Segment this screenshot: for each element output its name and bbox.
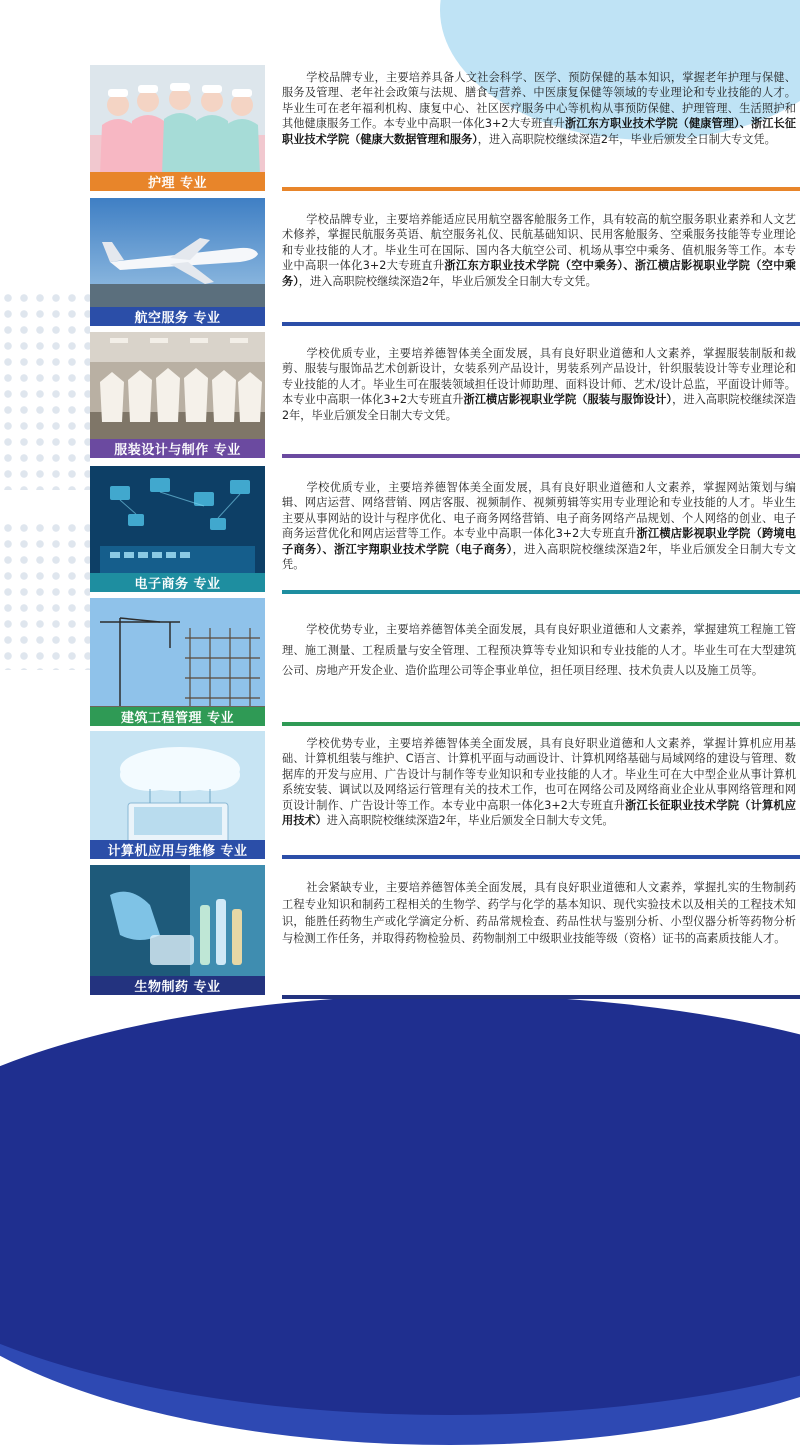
major-label: 建筑工程管理 专业 <box>90 707 265 726</box>
bottom-wave-decor <box>0 995 800 1415</box>
garment-studio-photo <box>90 332 265 458</box>
desc-text: 学校优质专业，主要培养德智体美全面发展，具有良好职业道德和人文素养，掌握服装制版和裁剪、服装与服饰品艺术创新设计，女装系列产品设计，男装系列产品设计，针织服装设计等专业理论和专业技能的人才。毕业生可在服装领域担任设计师助理、面料设计师、艺术/设计总监，平面设计师等。本专业中高职一体化3+2大专班直升 <box>282 347 796 407</box>
desc-text-end: ，进入高职院校继续深造2年，毕业后颁发全日制大专文凭。 <box>298 274 597 288</box>
desc-text-end: ，进入高职院校继续深造2年，毕业后颁发全日制大专文凭。 <box>477 132 776 146</box>
major-label: 护理 专业 <box>90 172 265 191</box>
desc-text: 社会紧缺专业，主要培养德智体美全面发展，具有良好职业道德和人文素养，掌握扎实的生物制药工程专业知识和制药工程相关的生物学、药学与化学的基本知识、现代实验技术以及相关的工程技术知识，能胜任药物生产或化学滴定分析、药品常规检查、药品性状与鉴别分析、小型仪器分析等药物分析与检测工作任务，并取得药物检验员、药物制剂工中级职业技能等级（资格）证书的高素质技能人才。 <box>282 881 796 945</box>
lab-pharma-photo <box>90 865 265 995</box>
desc-college-names: 浙江东方职业技术学院（空中乘务）、浙江横店影视职业学院（空中乘务） <box>282 259 796 288</box>
desc-college-names: 浙江长征职业技术学院（计算机应用技术） <box>282 798 796 828</box>
desc-college-names: 浙江横店影视职业学院（跨境电子商务）、浙江宇翔职业技术学院（电子商务） <box>282 527 796 556</box>
major-label: 服装设计与制作 专业 <box>90 439 265 458</box>
left-dot-pattern <box>0 520 90 670</box>
desc-text: 学校优势专业，主要培养德智体美全面发展，具有良好职业道德和人文素养，掌握建筑工程施工管理、施工测量、工程质量与安全管理、工程预决算等专业知识和专业技能的人才。毕业生可在大型建筑公司、房地产开发企业、造价监理公司等企事业单位，担任项目经理、技术负责人以及施工员等。 <box>282 623 796 677</box>
major-section-aviation <box>90 198 800 328</box>
desc-college-names: 浙江横店影视职业学院（服装与服饰设计） <box>463 393 673 407</box>
section-divider <box>282 454 800 458</box>
major-section-fashion <box>90 332 800 460</box>
left-dot-pattern <box>0 290 90 490</box>
major-section-computer <box>90 731 800 861</box>
major-section-construction <box>90 598 800 728</box>
desc-text: 学校品牌专业，主要培养具备人文社会科学、医学、预防保健的基本知识，掌握老年护理与保健、服务及管理、老年社会政策与法规、膳食与营养、中医康复保健等领域的专业理论和专业技能的人才。毕业生可在老年福利机构、康复中心、社区医疗服务中心等机构从事预防保健、护理管理、生活照护和其他健康服务工作。本专业中高职一体化3+2大专班直升 <box>282 71 796 131</box>
section-divider <box>282 722 800 726</box>
nurses-photo <box>90 65 265 191</box>
major-label: 航空服务 专业 <box>90 307 265 326</box>
computer-cloud-photo <box>90 731 265 859</box>
desc-text: 学校优势专业，主要培养德智体美全面发展，具有良好职业道德和人文素养，掌握计算机应用基础、计算机组装与维护、C语言、计算机平面与动画设计、计算机网络基础与局域网络的建设与管理、数据库的开发与应用、广告设计与制作等专业知识和专业技能的人才。毕业生可在大中型企业从事计算机系统安装、调试以及网络运行管理有关的技术工作，也可在网络公司及网络商业企业从事网络管理和网页设计制作、广告设计等工作。本专业中高职一体化3+2大专班直升 <box>282 737 796 812</box>
desc-college-names: 浙江东方职业技术学院（健康管理）、浙江长征职业技术学院（健康大数据管理和服务） <box>282 117 796 146</box>
major-description <box>282 480 796 572</box>
desc-text: 学校品牌专业，主要培养能适应民用航空器客舱服务工作，具有较高的航空服务职业素养和人文艺术修养，掌握民航服务英语、航空服务礼仪、民航基础知识、民用客舱服务、空乘服务技能等专业理论和专业技能的人才。毕业生可在国际、国内各大航空公司、机场从事空中乘务、值机服务等工作。本专业中高职一体化3+2大专班直升 <box>282 213 796 273</box>
major-section-ecommerce <box>90 466 800 594</box>
major-description <box>282 346 796 423</box>
desc-text-end: 进入高职院校继续深造2年，毕业后颁发全日制大专文凭。 <box>326 814 614 828</box>
section-divider <box>282 855 800 859</box>
major-description <box>282 620 796 682</box>
major-label: 生物制药 专业 <box>90 976 265 995</box>
major-description <box>282 70 796 147</box>
major-section-biopharma <box>90 865 800 1000</box>
desc-text-end: ，进入高职院校继续深造2年，毕业后颁发全日制大专文凭。 <box>282 542 796 572</box>
section-divider <box>282 322 800 326</box>
major-label: 电子商务 专业 <box>90 573 265 592</box>
desc-text-end: ，进入高职院校继续深造2年，毕业后颁发全日制大专文凭。 <box>282 393 796 422</box>
airplane-photo <box>90 198 265 326</box>
section-divider <box>282 590 800 594</box>
major-section-nursing <box>90 65 800 195</box>
desc-text: 学校优质专业，主要培养德智体美全面发展，具有良好职业道德和人文素养，掌握网站策划与编辑、网店运营、网络营销、网店客服、视频制作、视频剪辑等实用专业理论和专业技能的人才。毕业生主要从事网站的设计与程序优化、电子商务网络营销、电子商务网络产品规划、个人网络的创业、电子商务运营优化和网店运营等工作。本专业中高职一体化3+2大专班直升 <box>282 481 796 541</box>
section-divider <box>282 187 800 191</box>
ecommerce-photo <box>90 466 265 592</box>
construction-crane-photo <box>90 598 265 726</box>
major-description <box>282 736 796 828</box>
major-description <box>282 212 796 289</box>
major-label: 计算机应用与维修 专业 <box>90 840 265 859</box>
section-divider <box>282 995 800 999</box>
major-description <box>282 879 796 947</box>
